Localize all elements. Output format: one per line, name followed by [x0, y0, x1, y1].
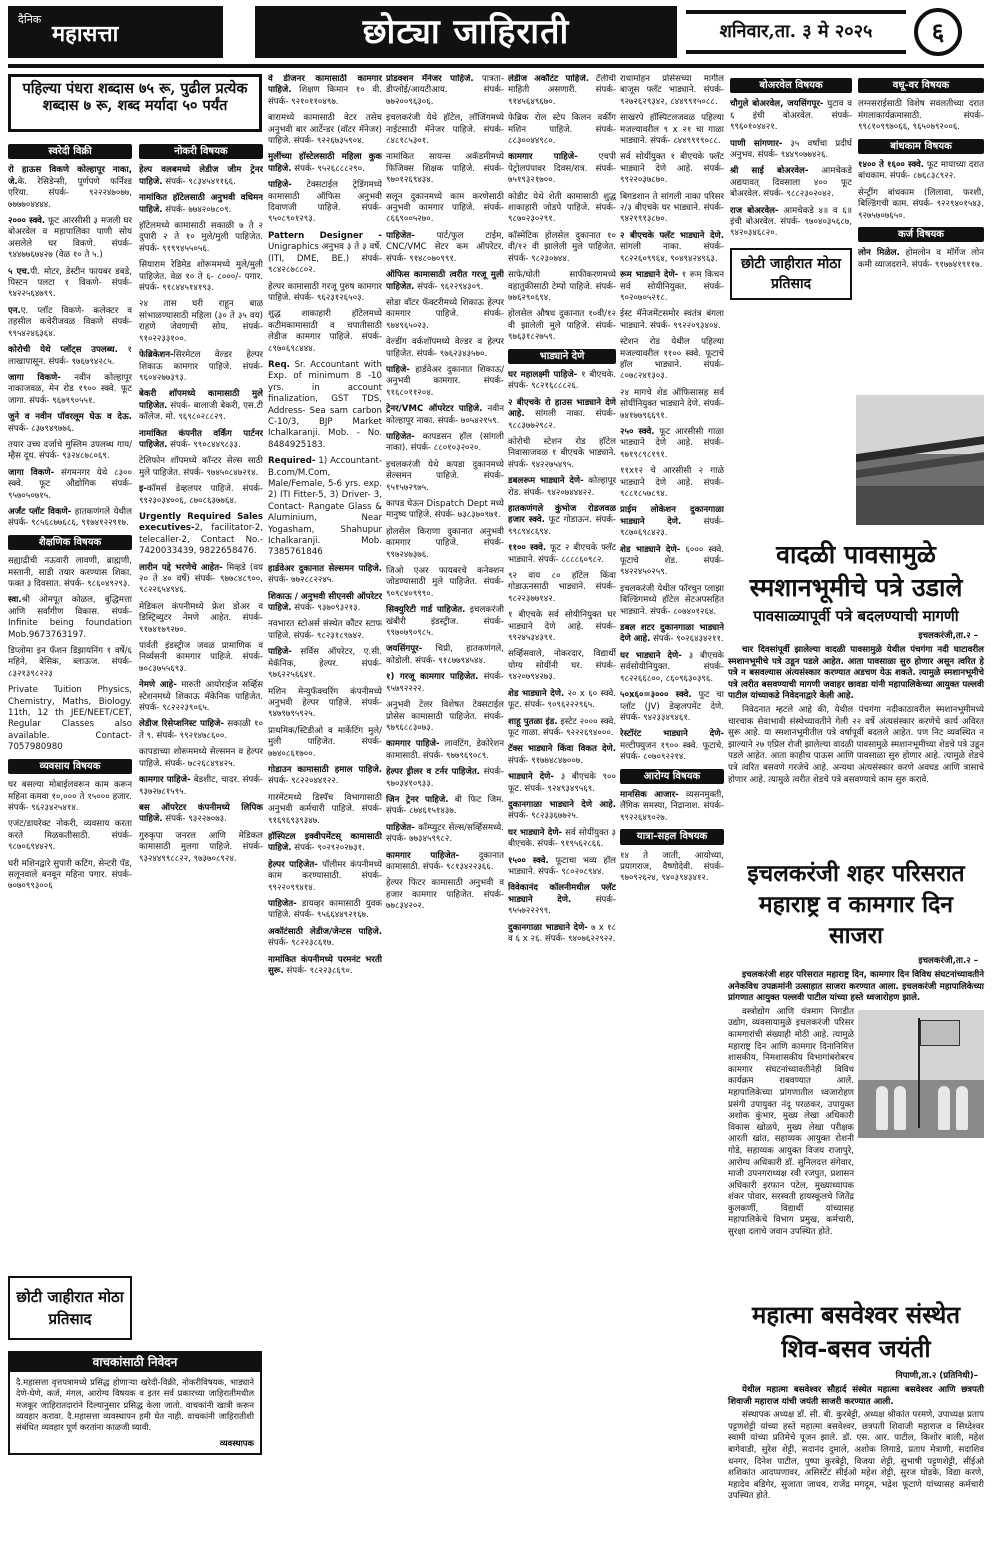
classified-ad: मानसिक आजार- व्यसनमुक्ती, लैंगिक समस्या, निद्रानाश. संपर्क- ९९२२६४९०२७.	[620, 789, 724, 823]
classified-ad: कोरोची येथे प्लॉट्स उपलब्ध. १ लाखापासून. संपर्क- ९७६७९४२८५.	[8, 345, 132, 367]
classified-ad: तयार उच्च दर्जाचे मुस्लिम उपलब्ध गाय/म्हैस दूध. संपर्क- ९३२४८७८०६९.	[8, 439, 132, 462]
classified-ad: नामांकित हॉटेलसाठी अनुभवी वधिमन पाहिजे. संपर्क- ७७४२०७८०९.	[139, 193, 263, 215]
classified-ad: २४ मागचे शेड ऑफिसासह सर्व सोयींनियुक्त भाड्याने देणे. संपर्क- ७४१७७९६६९१.	[620, 387, 724, 421]
classified-ad: अनुभवी टेलर विशेषत टेक्सटाईल प्रोसेस कामासाठी पाहिजेत. संपर्क- ९७९६८८३०७३.	[386, 700, 504, 733]
classified-ad: सर्व्हिसवाले, नोकरदार, विद्यार्थी योग्य सोयींनी घर. संपर्क- ९४२०७९४२७३.	[508, 649, 616, 683]
classified-ad: एन.ए. प्लॉट विकणे- कलेक्टर व तहसील कचेरीजवळ विकणे संपर्क- ९९५४२४६३६४.	[8, 305, 132, 339]
classified-ad: भाड्याने देणे- ३ बीएचके ९०० फूट. संपर्क- ९२४९३४९५६९.	[508, 772, 616, 794]
promo-box-left: छोटी जाहीरात मोठा प्रतिसाद	[8, 1276, 132, 1340]
category-matrimony: वधू-वर विषयक	[858, 78, 984, 93]
job-ads	[139, 165, 263, 865]
news-2-lead: इचलकरंजी शहर परिसरात महाराष्ट्र दिन, कामगार दिन विविध संघटनांच्यावतीने अनेकविध उपक्रमांनी उत्साहात साजरा करण्यात आला. इचलकरंजी महापालिकेच्या प्रांगणात आयुक्त पल्लवी पाटील यांच्या हस्ते ध्वजारोहण झाले.	[728, 970, 984, 1004]
news-2-dateline: इचलकरंजी,ता.२ –	[918, 956, 978, 966]
classified-ad: पाहिजेत- कॉम्प्युटर सेल्स/सर्व्हिसमध्ये. संपर्क- ७७३४५९९८२.	[386, 822, 504, 845]
classified-ad: नामांकित कंपनीमध्ये परमनंट भरती सुरू. संपर्क- ९८२२३८६९०.	[268, 954, 382, 977]
classified-ad: नेमणे आहे- मारुती आयोराईज सर्व्हिस स्टेशनमध्ये शिकाऊ मॅकेनिक पाहिजेत. संपर्क- ९८२२२३९०६५.	[139, 680, 263, 714]
classified-ad: कामगार पाहिजे- लावटिंग, डेकोरेशन कामासाठी. संपर्क- ९७७९६९०८९.	[386, 739, 504, 761]
classified-ad: कापड घेऊन Dispatch Dept मध्ये मानुष्य पाहिजे. संपर्क- ७३८३७०९७१.	[386, 499, 504, 521]
classified-ad: सोडा वॉटर फॅक्टरीमध्ये शिकाऊ हेल्पर कामगार पाहिजे. संपर्क- ९७४९६५०२३.	[386, 297, 504, 331]
category-health: आरोग्य विषयक	[620, 769, 724, 784]
loan-ads	[858, 248, 984, 271]
classified-ad: पाहिजेत- कापडसन हॉल (सांगली नाका). संपर्क- ८८०१०३२०२०.	[386, 431, 504, 454]
news-3-lead: येथील महात्मा बसवेश्वर सौहार्द संस्थेत महात्मा बसवेश्वर आणि छत्रपती शिवाजी महाराज यांची जयंती साजरी करण्यात आली.	[728, 1385, 984, 1407]
classified-ad: पाहिजे- टेक्सटाईल ट्रेडिंगमध्ये कामासाठी ऑफिस अनुभवी दिवाणजी पाहिजे. संपर्क- ९५०८९०१२९३.	[268, 180, 382, 225]
masthead	[0, 0, 992, 62]
classified-ad: हेल्पर ड्रीलर व टर्नर पाहिजेत. संपर्क- ९७०३४१०९३३.	[386, 767, 504, 789]
classified-ad: बेकरी शॉपमध्ये कामासाठी मुले पाहिजेत. संपर्क- बालाजी बेकरी, एस.टी कॉलेज. मो. ९६९८०२८८२९.	[139, 389, 263, 423]
classified-ad: ५ एच.पी. मोटर, डेस्टीन फायबर डबडे, पिस्टन पलटा १ विकणे- संपर्क- ९४२२५६४७९९.	[8, 266, 132, 300]
promo-box-right: छोटी जाहीरात मोठा प्रतिसाद	[730, 248, 852, 300]
brand-name: महासत्ता	[52, 21, 119, 47]
classified-ad: फेब्रिकेशन-सिरमेटल वेल्डर हेल्पर शिकाऊ कामगार पाहिजे. संपर्क- ९६०४२७७३९३.	[139, 350, 263, 383]
classified-ad: हेल्पर कामासाठी गरजू पुरुष कामगार पाहिजे. संपर्क- ९६२३१२६५०३.	[268, 281, 382, 303]
classified-ad: Pattern Designer - Unigraphics अनुभव ३ ते ३ वर्षे. (ITI, DME, BE.) संपर्क- ९८४२८७८८०२.	[268, 230, 382, 276]
news-3-dateline: निपाणी,ता.२ (प्रतिनिधी)–	[895, 1371, 978, 1381]
category-travel: यात्रा-सहल विषयक	[620, 829, 724, 844]
classified-ad: प्रोडक्शन मॅनेजर पाहिजे. पात्रता- डीप्लोई/आयटीआय. संपर्क- ७७२००९६३०६.	[386, 74, 504, 107]
readers-notice-body: दै.महासत्ता वृत्तपत्रामध्ये प्रसिद्ध होणाऱ्या खरेदी-विक्री, नोकरीविषयक, भाड्याने देणे-घेणे, कर्ज, मंगल, आरोग्य विषयक व इतर सर्व प्रकारच्या जाहिरातीमधील मजकूर जाहिरातदारांने दिल्यानुसार प्रसिद्ध केला जातो. वाचकांनी खात्री करून व्यवहार करावा. दै.महासत्ता व्यवस्थापन हमी घेत नाही. वाचकांनी जाहिरातीशी संबंधित व्यवहार पूर्ण करतांना काळजी घ्यावी.	[16, 1377, 254, 1433]
classified-ad: गोडाउन कामासाठी हमाल पाहिजे. संपर्क- ९८२२०४४१२२.	[268, 764, 382, 787]
classified-ad: इचलकरंजी येथे हॉटेल, लॉजिंगमध्ये नाईटसाठी मॅनेजर पाहिजे. संपर्क- ८४८१८५३०१.	[386, 113, 504, 147]
classified-ad: Private Tuition Physics, Chemistry, Maths, Biology. 11th, 12 th JEE/NEET/CET, Regular Classes also available. Contact- 7057980980	[8, 685, 132, 753]
health-ads	[620, 790, 724, 824]
classified-ad: मुलींच्या हॉस्टेलसाठी महिला कुक पाहिजे. संपर्क- ९५२६८८८२९०.	[268, 152, 382, 174]
classified-ad: शेड भाड्याने देणे- ६००० स्क्वे. फूटाचे शेड. संपर्क- ९४२२४५०२५९.	[620, 544, 724, 578]
column-sale	[8, 140, 132, 1310]
classified-ad: नामांकित सायन्स अकॅडमीमध्ये फिजिक्स शिक्षक पाहिजे. संपर्क- ९७०१२६९४३४.	[386, 152, 504, 186]
classified-ad: हॉस्पिटल इक्वीपमेंटस् कामासाठी पाहिजे. संपर्क- ९०२९२०२७३१.	[268, 831, 382, 854]
construction-ads	[858, 160, 984, 222]
classified-ad: सर्व सोयींयुक्त १ बीएचके फ्लॅट भाड्याने देणे आहे. संपर्क- ९९२२०३७८७०.	[620, 152, 724, 186]
classified-ad: हॉटेलमध्ये कामासाठी सकाळी ७ ते २ दुपारी २ ते १० मुले/मुली पाहिजेत. संपर्क- ९१९९४५५०५६.	[139, 221, 263, 254]
classified-ad: ९२ वाय ८० हॉटेल किंवा गोडाऊनसाठी भाड्याने. संपर्क- ९८२२३७७१४२.	[508, 571, 616, 604]
news-article-3	[728, 1298, 984, 1505]
readers-notice-sign: व्यवस्थापक	[219, 1438, 254, 1449]
classified-ad: जागा विकणे- नवीन कोल्हापूर नाकाजवळ, मेन रोड १९०० स्क्वे. फूट जागा. संपर्क- ९६७९९०५५१.	[8, 372, 132, 406]
classified-ad: १४०० ते १६०० स्क्वे. फूट मायाच्या दरात बांधकाम. संपर्क- ८७६८३८९२२.	[858, 160, 984, 182]
classified-ad: घर महालक्ष्मी पाहिजे- १ बीएचके. संपर्क- ९८२१६८८८२६.	[508, 369, 616, 392]
classified-ad: लेडीज अकौंटंट पाहिजे. टॅलीची माहिती असणारी. संपर्क- ९१४५६४९६७०.	[508, 74, 616, 107]
classified-ad: सिक्युरिटी गार्ड पाहिजेत. इचलकरंजी खंबीरी इंडस्ट्रीज. संपर्क- ९९७०७९०९८५.	[386, 605, 504, 639]
news-1-subhead: पावसाळ्यापूर्वी पत्रे बदलण्याची मागणी	[753, 607, 959, 625]
news-3-body	[728, 1385, 984, 1503]
page-number: ६	[914, 8, 962, 56]
classified-ad: पाहिजे- सर्विस ऑपरेटर, ए.सी. मेकॅनिक, हेल्पर. संपर्क- ९७६२२५६६४१.	[268, 647, 382, 681]
column-3-ads	[268, 74, 382, 977]
news-3-headline: महात्मा बसवेश्वर संस्थेत शिव-बसव जयंती	[751, 1300, 961, 1363]
classified-ad: श्री साई बोअरवेल- आमचेकडे अद्ययावत्‌ दिवसाला ४०० फूट बोअरवेल. संपर्क- ९८८२३०२०४२.	[730, 166, 852, 200]
news-1-body	[728, 645, 984, 786]
classified-ad: पाणी सांगणार- ३५ वर्षांचा प्रदीर्घ अनुभव. संपर्क- ९४४९०७७४२६.	[730, 138, 852, 161]
classified-ad: टॅक्स भाड्याने किंवा विकत देणे. संपर्क- ९१७७४८४७००७.	[508, 744, 616, 766]
classified-ad: फेब्रिक रोल स्टेप किलन वर्कींग मशिन पाहिजे. संपर्क- ८८३००४४९८०.	[508, 113, 616, 147]
classified-ad: इ-कॉमर्स डेव्हलपर पाहिजे. संपर्क- ९९२३०३४००६, ८७०८६३७७६४.	[139, 484, 263, 506]
classified-ad: विवेकानंद कॉलनीमधील फ्लॅट भाड्याने देणे. संपर्क- ९५५७२२२९९.	[508, 883, 616, 917]
rates-column	[8, 74, 262, 132]
column-jobs	[139, 140, 263, 1345]
classified-ad: होलसेल किराणा दुकानात अनुभवी कामगार पाहिजे. संपर्क- ९९७२४७३७६.	[386, 526, 504, 560]
category-jobs: नोकरी विषयक	[139, 144, 263, 159]
classified-ad: सेन्ट्रींग बांधकाम (लिलावा, फरशी, बिल्डिंगची काम. संपर्क- ९२२९४०१५४३, ९२७५७०७६५०.	[858, 187, 984, 221]
classified-ad: २ बीएचके रो हाउस भाड्याने देणे आहे. सांगली नाका. संपर्क- ९८८३७७२९८२.	[508, 397, 616, 431]
classified-ad: राज बोअरवेल- आमचेकडे ४॥ व ६॥ इंची बोअरवेल. संपर्क- ९७०४०३५६८७, ९४२०३४६८२०.	[730, 205, 852, 239]
news-2-text: वस्त्रोद्योग आणि यंत्रमाग निगडीत उद्योग, व्यवसायामुळे इचलकरंजी परिसर कामगारांची संख्याही मोठी आहे. त्यामुळे महाराष्ट्र दिन आणि कामगार दिनानिमित्त शासकीय, निमशासकीय विभागांबरोबरच कामगार संघटनांच्यावतीनेही विविध कार्यक्रम राबवण्यात आले. महापालिकेच्या प्रांगणातील ध्वजारोहण प्रसंगी उपायुक्त नंदू परळकर, उपायुक्त अशोक कुंभार, मुख्य लेखा अधिकारी विकास खोळपे, मुख्य लेखा परीक्षक आरती खांत, सहाय्यक आयुक्त रोशनी गोडे, सहाय्यक आयुक्त विजय राजापुरे, आरोग्य अधिकारी डॉ. सुनिलदत्त संगेवार, माजी उपनगराध्यक्ष रवी रजपुत, प्रशासन अधिकारी इरफान पटेल, मुख्याध्यापक शंकर पोवार, सरस्वती हायस्कूलचे जितेंद्र कुलकर्णी, विद्यार्थी यांच्यासह महापालिकेचे विभाग प्रमुख, कर्मचारी, सुरक्षा दलाचे जवान उपस्थित होते.	[728, 1006, 854, 1238]
classified-ad: साफे/घोती साफीकरणमध्ये वहातुकीसाठी टेम्पो पाहिजे. संपर्क- ७७६२९०६९४.	[508, 270, 616, 303]
classified-ad: सह्याद्रीची नऊवारी लावणी, ब्राह्मणी, मस्तानी, साडी तयार करण्यास शिका. फक्त ३ दिवसात. संपर्क- ९८६०४९२९३.	[8, 556, 132, 589]
newspaper-logo	[8, 6, 223, 58]
news-photo-shed	[856, 395, 984, 525]
news-article-1	[728, 538, 984, 788]
brand-small: दैनिक	[18, 13, 42, 26]
classified-ad: साखरपे हॉस्पिटलजवळ पहिल्या मजल्यावरील ९ x २१ चा गाळा भाड्याने. संपर्क- ८४४९९१९०८८.	[620, 113, 724, 147]
classified-ad: २ बीएचके फ्लॅट भाड्याने देणे. सांगली नाका. संपर्क- ९८२२६०९९६४, ९०४९४२४९६३.	[620, 230, 724, 264]
classified-ad: पाहिजे- हार्डवेअर दुकानात शिकाऊ/अनुभवी कामगार. संपर्क- ९१६८०११२०४.	[386, 364, 504, 398]
classified-ad: ट्रेनर/VMC ऑपरेटर पाहिजे. नवीन कोल्हापूर नाका. संपर्क- ७०५४२१५९.	[386, 404, 504, 426]
classified-ad: कोरोची स्टेशन रोड हॉटेल निवासाजवळ १ बीएचके भाड्याने. संपर्क- ९४२२७५४९५.	[508, 436, 616, 470]
classified-ad: रेस्टॉरंट भाड्याने देणे- मल्टीफ्युजन १९०० स्क्वे. फूटाचे. संपर्क- ८०७०९२२१४.	[620, 729, 724, 763]
classified-ad: अर्जंट प्लॉट विकणे- हातकणंगले येथील संपर्क- ९८५६८७७६८६, ९१७४१२२९१७.	[8, 506, 132, 529]
classified-ad: १ बीएचके सर्व सोयीनियुक्त घर भाड्याने देणे आहे. संपर्क- ९९२४५३४३९१.	[508, 610, 616, 644]
rent-ads	[508, 370, 616, 945]
classified-ad: प्राथमिक/स्टिडीओ व मार्केटिंग मुले/मुली पाहिजेत. संपर्क- ७७४०८६१७००.	[268, 725, 382, 759]
classified-ad: ११x१२ चे आरसीसी २ गाळे भाड्याने देणे आहे. संपर्क- ९८८१८५७८९४.	[620, 466, 724, 499]
classified-ad: ११०० स्क्वे. फूट २ बीएचके फ्लॅट भाड्याने. संपर्क- ८८८८६०९८२.	[508, 543, 616, 565]
classified-ad: रो हाऊस विकणे कोल्हापूर नाका, जे.के. रेसिडेन्सी, पूर्णपणे फर्निश्ड एरिया. संपर्क- ९२२२४७०७७, ७७७७०४४४४.	[8, 165, 132, 210]
classified-ad: २५० स्क्वे. फूट आरसीसी गाळा भाड्याने देणे आहे. संपर्क- ९७१९८९८१९१.	[620, 426, 724, 460]
news-2-body	[728, 970, 984, 1238]
classified-ad: Req. Sr. Accountant with Exp. of minimum 8 -10 yrs. in account finalization, GST TDS, Address- Sea sam carbon C-10/3, BJP Market Ichalkaranji. Mob. - No. 8484925183.	[268, 359, 382, 450]
issue-date: शनिवार,ता. ३ मे २०२५	[686, 10, 906, 54]
column-6	[620, 74, 724, 1539]
classified-ad: चौगुले बोअरवेल, जयसिंगपूर- घुटाव व ६ इंची बोअरवेल. संपर्क- ९९६०१०४४२१.	[730, 99, 852, 133]
news-3-text: संस्थापक अध्यक्ष डॉ. सी. बी. कुरबेट्टी, अध्यक्ष श्रीकांत परमणे, उपाध्यक्ष प्रताप पट्टणशेट्टी यांच्या हस्ते महात्मा बसवेश्वर, छत्रपती शिवाजी महाराज व सिध्देश्वर स्वामी यांच्या प्रतिमेचे पूजन झाले. डॉ. एस. आर. पाटील, किशोर बाली, महेश बागेवाडी, सुरेश शेट्टी, सदानंद दुमाले, अशोक लिगाडे, प्रताप मेत्राणी, सदाशिव धनगर, दिनेश पाटील, पुष्पा कुरबेट्टी, विजया शेट्टी, सुभाषी पट्टणशेट्टी, सींईओ शशिकांत आदप्पणावर, असिस्टेंट सीईओ महेश शेट्टी, सुरज घोडके, विद्या करणे, महादेव बडिगेर, सुजाता जाधव, राजेंद्र मगदूम, भद्रेश फूटाणे यांच्यासह कर्मचारी उपस्थित होते.	[728, 1410, 984, 1502]
classified-ad: होलसेल औषध दुकानात १०वी/१२ वी झालेली मुले पाहिजे. संपर्क- ९७६३१८२७५९.	[508, 309, 616, 343]
classified-ad: स्टेशन रोड येथील पहिल्या मजल्यावरील ११०० स्क्वे. फूटाचे हॉल भाड्याने. संपर्क- ८०७८२४१३०३.	[620, 337, 724, 382]
classified-ad: पार्वती इंडस्ट्रीज जवळ प्रामाणिक व निर्व्यसनी कामगार पाहिजे. संपर्क- ७०८३७५५६९३.	[139, 641, 263, 674]
classified-ad: मशिन मेन्युफॅक्चरिंग कंपनीमध्ये अनुभवी हेल्पर पाहिजे. संपर्क- ९४७९७९५९२५.	[268, 686, 382, 720]
classified-ad: सलून दुकानमध्ये काम करणेसाठी अनुभवी कामगार पाहिजे. संपर्क- ८६६९००५२७०.	[386, 191, 504, 225]
readers-notice	[8, 1351, 262, 1455]
travel-ads	[620, 851, 724, 885]
classified-ad: Required- 1) Accountant- B.com/M.Com, Male/Female, 5-6 yrs. exp. 2) ITI Fitter-5, 3) Driver- 3, Contact- Rangate Glass & Aluminium, Near Yogasham, Shahupur Ichalkaranji. Mob. 7385761846	[268, 456, 382, 558]
column-8	[858, 74, 984, 394]
classified-ad: कामगार पाहिजे- बेडशीट, चादर. संपर्क- ९३७२७८१५९५.	[139, 775, 263, 797]
classified-ad: जिओ एअर फायबरचे कनेक्शन जोडण्यासाठी मुले पाहिजेत. संपर्क- ९०९८४०९९९०.	[386, 566, 504, 599]
classified-ad: जुने व नवीन पॉवरलूम घेऊ व देऊ. संपर्क- ८३७९४९७७६.	[8, 412, 132, 434]
classified-ad: हातकणंगले कुंभोज रोडजवळ हजार स्क्वे. फूट गोडाऊन. संपर्क- ९९८९४८६९४.	[508, 504, 616, 537]
classified-ad: ईस्ट मॅनेजमेंटसमोर स्वतंत्र बंगला भाड्याने. संपर्क- ९९२२०९३४०४.	[620, 309, 724, 331]
category-construction: बांधकाम विषयक	[858, 139, 984, 154]
classified-ad: टेलिफोन शॉपमध्ये कॉन्टर सेल्स साठी मुले पाहिजेत. संपर्क- ९७४५०८४७२१४.	[139, 456, 263, 478]
classified-ad: लारीन पद्दे भरणेचे आहेत- मिव्हडे (वय २० ते ४० वर्षे) संपर्क- ९७७८४८९००, ९८२२६५४९४६.	[139, 562, 263, 596]
column-5-ads-top	[508, 74, 616, 344]
classified-ad: गुरुकृपा जनरल आणि मेडिकल कामासाठी मुलगा पाहिजे. संपर्क- ९३२४४९९८८२२, ९७३७०८९२४.	[139, 830, 263, 864]
column-3	[268, 74, 382, 1539]
category-borewell: बोअरवेल विषयक	[730, 78, 852, 93]
classified-ad: इचलकरंजी येथे कपडा दुकानमध्ये सेल्समन पाहिजे. संपर्क- ९५१५७२९७५.	[386, 459, 504, 493]
news-2-headline: इचलकरंजी शहर परिसरात महाराष्ट्र व कामगार दिन साजरा	[747, 860, 965, 949]
column-4	[386, 74, 504, 1539]
classified-ad: शिकाऊ / अनुभवी सीएनसी ऑपरेटर पाहिजे. संपर्क- ९३७०९३२१३.	[268, 591, 382, 614]
classified-ad: नामांकित कंपनीत वर्किंग पार्टनर पाहिजेत. संपर्क- ९९०८४४९८३३.	[139, 428, 263, 450]
classified-ad: मेडिकल कंपनीमध्ये फ्रेश डोअर व डिस्ट्रिब्युटर नेमणे आहेत. संपर्क- ९१७४१७९२७०.	[139, 601, 263, 635]
classified-ad: राधामोहन प्रोसेसच्या मागील बाजूस फ्लॅट भाड्याने. संपर्क- ९२७२६२९३४२, ८४४९९१५०८८.	[620, 74, 724, 107]
classified-ad: ५०x६०=३००० स्क्वे. फूट चा प्लॉट (JV) डेव्हलपमेंट देणे. संपर्क- ९४२३३४९४६१.	[620, 690, 724, 723]
classified-ad: अकॉटंसाठी लेडीज/जेन्टस पाहिजे. संपर्क- ९८२२३८६१७.	[268, 926, 382, 949]
column-7	[730, 74, 852, 394]
classified-ad: डबलरूम भाड्याने देणे- कोल्हापूर रोड. संपर्क- ९४२०७४४४२२.	[508, 476, 616, 498]
classified-ad: कामगार पाहिजे- एचपी पेट्रोलपंपावर दिवस/रात्र. संपर्क- ७५१९३२१७००.	[508, 152, 616, 186]
news-1-text: निवेदनात म्हटले आहे की, येथील पंचगंगा नदीकाठावरील स्मशानभूमीमध्ये चारचाक सेवाभावी संस्थेच्यावतीने गेली २२ वर्षे अंत्यसंस्कार करणेचे कार्य अविरत सुरू आहे. या स्मशानभूमीतील पत्रे वर्षापूर्वी बदलले आहेत. पण निट व्यवस्थित न झाल्याने २७ एप्रिल रोजी झालेल्या वादळी पावसामुळे स्मशानभूमीच्या शेडचे पत्रे उडून पडले आहेत. आता काहीच पाऊस आणि पावसाळा सुरु होणार आहे. त्यामुळे शेडचे पत्रे त्वरित बसवणे गरजेचे आहे. अन्यथा अंत्यसंस्कार करणे अवघड आणि त्रासाचे होणार आहे. त्यामुळे त्वरीत शेडचे पत्रे बसवण्याचे काम सुरु करावे.	[728, 704, 984, 785]
classified-ad: १५०० स्क्वे. फूटाचा भव्य हॉल भाड्याने. संपर्क- ९८०२०८९४४.	[508, 855, 616, 877]
classified-ad: शेड भाड्याने देणे. २० x ६० स्क्वे. फूट. संपर्क- ९०९६२२२९६५.	[508, 688, 616, 711]
classified-ad: हार्डवेअर दुकानात सेल्समन पाहिजे. संपर्क- ७७२८८२२४५.	[268, 563, 382, 586]
news-1-lead: चार दिवसांपूर्वी झालेल्या वादळी पावसामुळे येथील पंचगंगा नदी घाटावरील स्मशानभूमीचे पत्रे उडून पडले आहेत. आता पावसाळा सुरु होणार असून त्वरित हे पत्रे न बसवल्यास अंत्यसंस्कार करण्यात अडचण येऊ शकते. त्यामुळे स्मशानभूमीचे पत्रे त्वरीत बसवण्याची मागणी जवाहर छावडा यांनी महापालिकेच्या आयुक्त पल्लवी पाटील यांच्याकडे निवेदनाद्वारे केली आहे.	[728, 645, 984, 702]
promo-column	[8, 1276, 132, 1346]
column-6-ads	[620, 74, 724, 764]
category-loan: कर्ज विषयक	[858, 227, 984, 242]
classified-ad: जिन ट्रेनर पाहिजे. बी फिट जिम. संपर्क- ८७४६१५१४३७.	[386, 794, 504, 817]
classified-ad: १) गरजू कामगार पाहिजेत. संपर्क- ९५७९२२२२.	[386, 672, 504, 694]
classified-ad: बारामध्ये कामासाठी वेटर तसेच अनुभवी बार आर्टेन्डर (वॉटर मॅनेजर) पाहिजे. संपर्क- ९२२६७३५९०४.	[268, 113, 382, 147]
classified-ad: हेल्प वलबमध्ये लेडीज जीम ट्रेनर पाहिजे. संपर्क- ९८३४५४११६६.	[139, 165, 263, 187]
classified-ad: जागा विकणे- संगमनगर येथे ८३०० स्क्वे. फूट औद्योगिक संपर्क- ९५७०५०७१५.	[8, 467, 132, 501]
rates-box: पहिल्या पंधरा शब्दास ७५ रू, पुढील प्रत्येक शब्दास ७ रू, शब्द मर्यादा ५० पर्यंत	[8, 74, 262, 132]
classified-ad: घर भाड्याने देणे- सर्व सोयींयुक्त ३ बीएचके. संपर्क- ९१९५६२८६६.	[508, 827, 616, 850]
classified-ad: बिगडशान ते सांगली नाका परिसर २/३ बीएचके घर भाड्याने. संपर्क- ९४२१९१३८७०.	[620, 191, 724, 225]
section-title: छोट्या जाहिराती	[255, 6, 677, 58]
classified-ad: वे डीजनर कामासाठी कामगार पाहिजे. शिक्षण किमान १० वी. संपर्क- ९२१०११०४९७.	[268, 74, 382, 107]
classified-ad: शुद्ध शाकाहारी हॉटेलमध्ये कटीमकामासाठी व चपातीसाठी लेडीज कामगार पाहिजे. संपर्क- ८९७०६९८४४४.	[268, 309, 382, 354]
classified-ad: घर बसल्या मोबाईलवरून काम करून महिना कमवा १०,००० ते १५००० हजार. संपर्क- ९६२३४२५४१४.	[8, 780, 132, 813]
classified-ad: इचलकरंजी येथील फॉरचुन प्लाझा बिल्डिंगमध्ये हॉटेल सेटअपसहित भाड्याने. संपर्क- ८०७४०१२६४.	[620, 583, 724, 617]
sale-ads	[8, 165, 132, 529]
classified-ad: स्वा.श्री ओमपूत कोळल, बुद्धिमत्ता आणि सर्वांगीण विकास. संपर्क- Infinite being foundation Mob.9673763197.	[8, 595, 132, 640]
classified-ad: रूम भाड्याने देणे- १ रूम किचन सर्व सोयीनियुक्त. संपर्क- ९०२०७०५२१८.	[620, 270, 724, 303]
classified-ad: दुकानगाळा भाड्याने देणे- ७ x १८ व ६ x २६. संपर्क- ९४०७६२२९२२.	[508, 922, 616, 944]
classified-ad: कापडाच्या शोरूममध्ये सेल्समन व हेल्पर पाहिजे. संपर्क- ७८२६८४९४२५.	[139, 747, 263, 769]
classified-ad: डिप्लोमा इन फॅशन डिझायनिंग १ वर्षे/६ महिने, बेसिक, ब्लाऊज. संपर्क- ८३२१३९८२२३	[8, 646, 132, 679]
classified-ad: हेल्पर फिटर कामासाठी अनुभवी व हजार कामगार पाहिजेत. संपर्क- ७७८३४२०२.	[386, 878, 504, 912]
classified-ad: बस ऑपरेटर कंपनीमध्ये लिपिक पाहिजे. संपर्क- ९३२२७०७३.	[139, 802, 263, 825]
business-ads	[8, 780, 132, 893]
classified-ad: पाहिजेत- पार्ट/फुल टाईम, CNC/VMC सेटर कम ऑपरेटर. संपर्क- ९१४८०७०९९१.	[386, 230, 504, 264]
classified-ad: एजंट/डायरेक्ट नोकरी, व्यवसाय करता करते मिळकतीसाठी. संपर्क- ९८७०६९४४२९.	[8, 819, 132, 853]
classified-ad: घर भाड्याने देणे- ३ बीएचके सर्वसोयीनियुक्त. संपर्क- ९८२२६६८००, ८६०९६३०३९६.	[620, 650, 724, 684]
masthead-rule	[8, 64, 984, 68]
classified-ad: Urgently Required Sales executives-2, facilitator-2, telecaller-2, Contact No.- 7420033439, 9822658476.	[139, 511, 263, 557]
classified-ad: लेडीज रिसेप्शनिस्ट पाहिजे- सकाळी १० ते ९. संपर्क- ९९२१४७८६००.	[139, 719, 263, 741]
classified-ad: शाहू पुतळा इंड. इस्टेट २००० स्क्वे. फूट गाळा. संपर्क- ९२२२६९४०००.	[508, 716, 616, 738]
classified-ad: पाहिजेत- डायव्हर कामासाठी युवक पाहिजे. संपर्क- ९५६६४४९२१६७.	[268, 899, 382, 921]
classified-ad: हेल्पर पाहिजेत- पॉलीमर कंपनीमध्ये काम करण्यासाठी. संपर्क- ९९२२०९९४१४.	[268, 859, 382, 893]
readers-notice-heading: वाचकांसाठी निवेदन	[10, 1353, 260, 1372]
classified-ad: लोन मिळेल. होमलोन व मॉर्गेज लोन कमी व्याजदराने. संपर्क- ९१७७४१९११७.	[858, 248, 984, 270]
classified-ad: ऑफिस कामासाठी त्वरीत गरजू मुली पाहिजेत. संपर्क- ९६२२९४३०९.	[386, 270, 504, 292]
classified-ad: २४ तास घरी राहून बाळ सांभाळण्यासाठी महिला (३० ते ३५ वय) राहणे जेवणाची सोय. संपर्क- ९१०२२३३१००.	[139, 299, 263, 344]
classified-ad: सियाराम रेडिमेड शोरूममध्ये मुले/मुली पाहिजेत. वेळ १० ते ६- ८०००/- पगार. संपर्क- ९१८४४५१४१९३.	[139, 260, 263, 294]
borewell-ads	[730, 99, 852, 239]
category-sale: स्वरेदी विक्री	[8, 144, 132, 159]
news-photo-flag-hoisting	[858, 1010, 984, 1138]
category-business: व्यवसाय विषयक	[8, 759, 132, 774]
news-1-headline: वादळी पावसामुळे स्मशानभूमीचे पत्रे उडाले	[749, 540, 963, 602]
classified-ad: कोडीट येथे शेती कामासाठी शुद्ध शाकाहारी जोडपे पाहिजे. संपर्क- ९८७०२३०२९१.	[508, 191, 616, 225]
news-1-dateline: इचलकरंजी,ता.२ –	[918, 631, 978, 641]
education-ads	[8, 556, 132, 754]
category-education: शैक्षणिक विषयक	[8, 535, 132, 550]
classified-ad: लग्नसराईसाठी विशेष सवलतीच्या दरात मंगलाकार्यक्रमासाठी. संपर्क- ९९८१०९९७०६६, ९६५०७९२००६.	[858, 99, 984, 133]
classified-ad: कामगार पाहिजेत- दुकानात कामासाठी. संपर्क- ९८१३४२२३६६.	[386, 850, 504, 872]
classified-ad: वेल्डींग वर्कशॉपमध्ये वेल्डर व हेल्पर पाहिजेत. संपर्क- ९७६२३४३५७०.	[386, 337, 504, 359]
matrimony-ads	[858, 99, 984, 133]
column-4-ads	[386, 74, 504, 913]
classified-ad: १४ ते जाती, आयोध्या, प्रयागराज, वैष्णोदेवी. संपर्क- ९७०९२६२४, ९४०३९४३४१२.	[620, 850, 724, 884]
classified-ad: कॉस्मेटिक होलसेल दुकानात १० वी/१२ वी झालेली मुले पाहिजेत. संपर्क- ९८२३०७४४.	[508, 230, 616, 264]
classified-ad: प्राईम लोकेशन दुकानगाळा भाड्याने देणे. संपर्क- ९८७०६९८४२३.	[620, 505, 724, 539]
classified-ad: २००० स्क्वे. फूट आरसीसी ३ मजली घर बोअरवेल व महापालिका पाणी सोय असलेले घर विकणे. संपर्क- ९४४७७६७४२७ (वेळ १० ते ५.)	[8, 216, 132, 261]
classified-ad: नवभारत स्टोअर्स संस्थेत कौंटर स्टाफ पाहिजे. संपर्क- ९८२३१८९७४२.	[268, 619, 382, 641]
category-rent: भाड्याने देणे	[508, 349, 616, 364]
classified-ad: गारमेंटमध्ये डिस्पॅच विभागासाठी अनुभवी कर्मचारी पाहिजे. संपर्क- ९१६९६९३९३४७.	[268, 792, 382, 826]
classified-ad: दुकानगाळा भाड्याने देणे आहे. संपर्क- ९८२३३६७७२५.	[508, 799, 616, 822]
classified-ad: डबल शटर दुकानगाळा भाड्याने देणे आहे. संपर्क- ९०२६४३४२११.	[620, 623, 724, 645]
classified-ad: जयसिंगपूर- चिप्री, हातकणंगले, कोडोली. संपर्क- ९१८७७९४५४४.	[386, 644, 504, 666]
classified-ad: घरी मशिनद्वारे सुपारी कटिंग, सेन्टरी पॅड, सलूनवाले बनवून महिना पगार. संपर्क- ७०७०९९३००६	[8, 858, 132, 892]
column-5	[508, 74, 616, 1539]
